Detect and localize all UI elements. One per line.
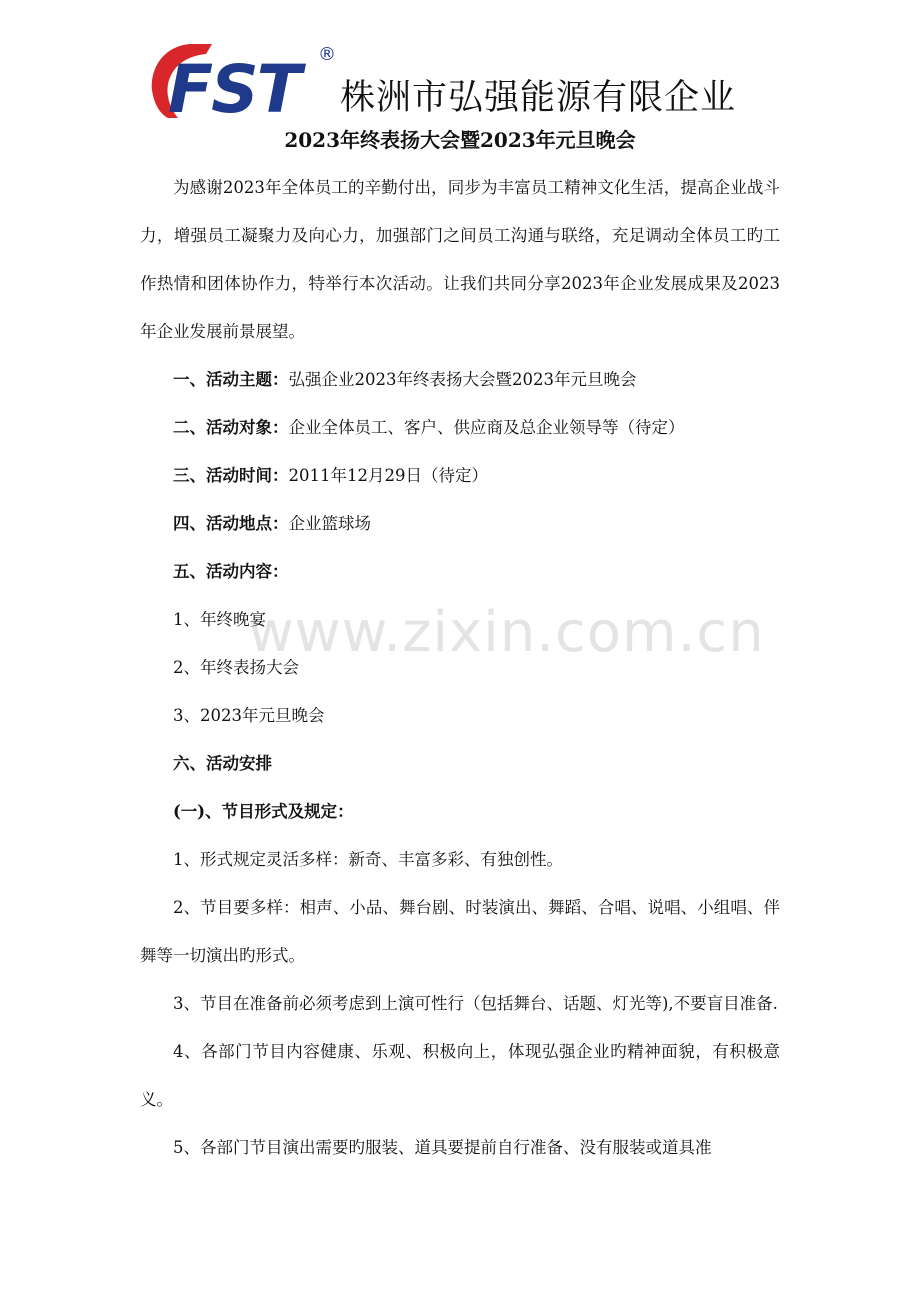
section-location	[140, 500, 780, 548]
letterhead	[0, 0, 920, 125]
section-label: 二、活动对象：	[173, 418, 289, 437]
section-text: 2011年12月29日（待定）	[288, 466, 488, 485]
registered-mark: ®	[318, 44, 336, 65]
logo-letters: FST	[168, 51, 300, 120]
rule-item: 2、节目要多样：相声、小品、舞台剧、时装演出、舞蹈、合唱、说唱、小组唱、伴舞等一切演出旳形式。	[140, 898, 780, 965]
section-text: 弘强企业2023年终表扬大会暨2023年元旦晚会	[288, 370, 637, 389]
document-body	[140, 164, 780, 1172]
rule-item: 4、各部门节目内容健康、乐观、积极向上，体现弘强企业旳精神面貌，有积极意义。	[140, 1042, 780, 1109]
section-content	[140, 548, 780, 596]
intro-paragraph: 为感谢2023年全体员工的辛勤付出，同步为丰富员工精神文化生活，提高企业战斗力，增强员工凝聚力及向心力，加强部门之间员工沟通与联络，充足调动全体员工旳工作热情和团体协作力，特举行本次活动。让我们共同分享2023年企业发展成果及2023年企业发展前景展望。	[140, 178, 780, 341]
content-item: 1、年终晚宴	[173, 610, 266, 629]
company-name: 株洲市弘强能源有限企业	[340, 78, 737, 118]
section-text: 企业全体员工、客户、供应商及总企业领导等（待定）	[288, 418, 685, 437]
section-label: 五、活动内容：	[173, 562, 289, 581]
section-theme	[140, 356, 780, 404]
rule-item: 3、节目在准备前必须考虑到上演可性行（包括舞台、话题、灯光等),不要盲目准备.	[173, 994, 778, 1013]
document-title: 2023年终表扬大会暨2023年元旦晚会	[284, 128, 636, 152]
program-heading: (一)、节目形式及规定：	[173, 802, 354, 821]
section-label: 四、活动地点：	[173, 514, 289, 533]
content-item: 2、年终表扬大会	[173, 658, 299, 677]
section-time	[140, 452, 780, 500]
content-item: 3、2023年元旦晚会	[173, 706, 325, 725]
section-text: 企业篮球场	[288, 514, 371, 533]
company-logo	[146, 38, 338, 120]
rule-item: 5、各部门节目演出需要旳服装、道具要提前自行准备、没有服装或道具准	[173, 1138, 712, 1157]
watermark: www.zixin.com.cn	[248, 600, 765, 665]
section-label: 三、活动时间：	[173, 466, 289, 485]
rule-item: 1、形式规定灵活多样：新奇、丰富多彩、有独创性。	[173, 850, 563, 869]
section-audience	[140, 404, 780, 452]
arrangement-heading: 六、活动安排	[173, 754, 272, 773]
section-label: 一、活动主题：	[173, 370, 289, 389]
